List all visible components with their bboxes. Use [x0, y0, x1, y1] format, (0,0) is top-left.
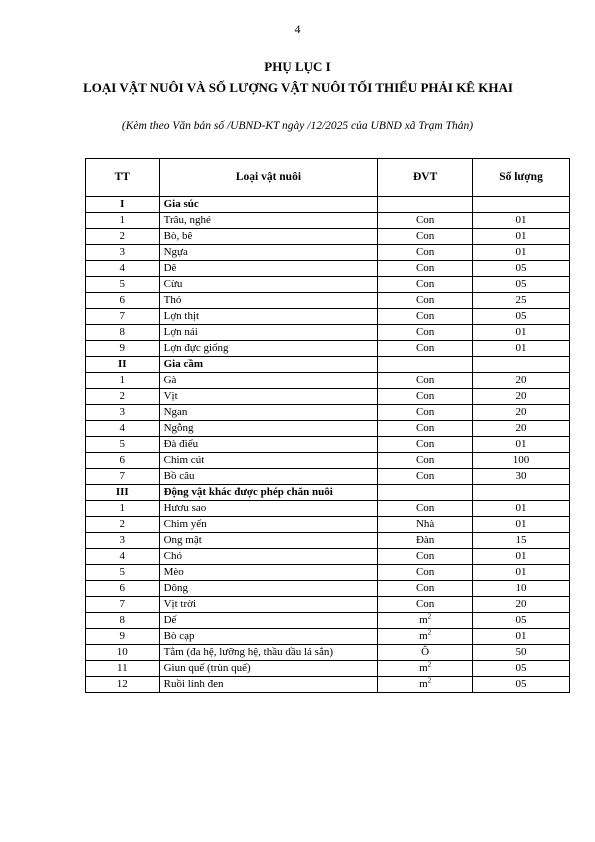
cell-tt: [86, 661, 160, 677]
cell-unit-text: Con: [415, 582, 435, 594]
cell-tt: [86, 309, 160, 325]
cell-animal-type: [159, 357, 378, 373]
cell-animal-type-text: Giun quế (trùn quế): [163, 662, 251, 674]
cell-unit: [378, 213, 473, 229]
cell-tt: [86, 549, 160, 565]
cell-unit: [378, 261, 473, 277]
cell-tt: [86, 501, 160, 517]
cell-quantity-text: 01: [515, 214, 527, 226]
unit-superscript: 2: [427, 676, 432, 685]
cell-tt-text: 6: [119, 454, 126, 466]
cell-unit-text: Con: [415, 454, 435, 466]
cell-unit: [378, 533, 473, 549]
cell-animal-type: [159, 661, 378, 677]
table-row: [86, 341, 570, 357]
cell-tt: [86, 341, 160, 357]
cell-animal-type: [159, 469, 378, 485]
cell-animal-type-text: Ngỗng: [163, 422, 194, 434]
cell-quantity-text: 01: [515, 342, 527, 354]
cell-quantity: [473, 373, 570, 389]
cell-quantity-text: 05: [515, 262, 527, 274]
cell-tt: [86, 565, 160, 581]
cell-unit: [378, 549, 473, 565]
cell-animal-type-text: Bồ câu: [163, 470, 195, 482]
cell-animal-type-text: Thỏ: [163, 294, 182, 306]
cell-unit-text: Nhà: [415, 518, 435, 530]
cell-animal-type-text: Chim yến: [163, 518, 207, 530]
cell-animal-type-text: Ong mật: [163, 534, 202, 546]
cell-quantity: [473, 581, 570, 597]
cell-unit-text: Con: [415, 262, 435, 274]
cell-tt: [86, 581, 160, 597]
cell-quantity: [473, 389, 570, 405]
cell-unit: [378, 517, 473, 533]
unit-superscript: 2: [427, 628, 432, 637]
cell-unit-text: Con: [415, 278, 435, 290]
cell-unit-text: Con: [415, 502, 435, 514]
cell-tt: [86, 645, 160, 661]
cell-tt-text: 4: [119, 262, 126, 274]
cell-animal-type-text: Ngựa: [163, 246, 188, 258]
cell-animal-type-text: Đà điểu: [163, 438, 199, 450]
cell-animal-type-text: Vịt: [163, 390, 178, 402]
cell-animal-type: [159, 373, 378, 389]
table-row: [86, 597, 570, 613]
cell-unit-text: m: [419, 678, 428, 690]
cell-animal-type: [159, 293, 378, 309]
cell-animal-type-text: Gia cầm: [163, 358, 204, 370]
cell-animal-type: [159, 421, 378, 437]
cell-unit: [378, 197, 473, 213]
cell-unit: [378, 341, 473, 357]
cell-animal-type: [159, 389, 378, 405]
cell-unit: [378, 485, 473, 501]
cell-unit-text: Con: [415, 246, 435, 258]
cell-quantity-text: 20: [515, 422, 527, 434]
table-row: [86, 389, 570, 405]
table-row: [86, 405, 570, 421]
unit-superscript: 2: [427, 660, 432, 669]
cell-unit-text: Con: [415, 438, 435, 450]
cell-unit-text: Con: [415, 374, 435, 386]
cell-quantity-text: 05: [515, 278, 527, 290]
cell-quantity: [473, 357, 570, 373]
appendix-title: PHỤ LỤC I: [264, 59, 331, 74]
cell-quantity-text: 01: [515, 566, 527, 578]
cell-unit-text: Con: [415, 422, 435, 434]
cell-animal-type-text: Động vật khác được phép chăn nuôi: [163, 486, 333, 498]
cell-tt-text: 3: [119, 534, 126, 546]
table-row: [86, 229, 570, 245]
cell-unit: [378, 277, 473, 293]
cell-tt-text: 7: [119, 470, 126, 482]
appendix-subtitle: (Kèm theo Văn bản số /UBND-KT ngày /12/2025 của UBND xã Trạm Thản): [121, 120, 474, 132]
cell-quantity-text: 50: [515, 646, 527, 658]
cell-quantity: [473, 645, 570, 661]
cell-tt-text: 7: [119, 598, 126, 610]
cell-unit-text: Con: [415, 342, 435, 354]
cell-unit-text: Đàn: [415, 534, 435, 546]
cell-tt: [86, 629, 160, 645]
cell-animal-type-text: Chim cút: [163, 454, 205, 466]
cell-quantity: [473, 677, 570, 693]
cell-tt: [86, 453, 160, 469]
cell-tt: [86, 533, 160, 549]
cell-tt: [86, 229, 160, 245]
cell-animal-type-text: Dông: [163, 582, 189, 594]
livestock-table: [85, 158, 570, 693]
cell-animal-type-text: Dế: [163, 614, 177, 626]
cell-tt: [86, 405, 160, 421]
cell-animal-type: [159, 213, 378, 229]
cell-quantity-text: 01: [515, 502, 527, 514]
cell-tt-text: 2: [119, 518, 126, 530]
table-row: [86, 373, 570, 389]
cell-quantity-text: 01: [515, 550, 527, 562]
cell-unit: [378, 229, 473, 245]
cell-unit: [378, 373, 473, 389]
cell-tt: [86, 197, 160, 213]
cell-tt-text: 1: [119, 502, 126, 514]
cell-quantity: [473, 597, 570, 613]
cell-quantity: [473, 661, 570, 677]
cell-quantity: [473, 213, 570, 229]
cell-animal-type-text: Hươu sao: [163, 502, 207, 514]
cell-quantity: [473, 613, 570, 629]
cell-unit: [378, 501, 473, 517]
cell-animal-type-text: Lợn thịt: [163, 310, 200, 322]
cell-quantity-text: 100: [512, 454, 530, 466]
cell-animal-type: [159, 501, 378, 517]
cell-unit: [378, 677, 473, 693]
appendix-heading: LOẠI VẬT NUÔI VÀ SỐ LƯỢNG VẬT NUÔI TỐI THIỂU PHẢI KÊ KHAI: [83, 80, 513, 95]
cell-tt: [86, 373, 160, 389]
cell-tt-text: III: [115, 486, 129, 498]
cell-unit: [378, 357, 473, 373]
cell-tt-text: I: [120, 198, 125, 210]
table-row: [86, 661, 570, 677]
cell-unit: [378, 245, 473, 261]
cell-tt-text: 1: [119, 214, 126, 226]
cell-animal-type: [159, 197, 378, 213]
cell-animal-type: [159, 229, 378, 245]
cell-unit: [378, 309, 473, 325]
cell-unit-text: Ô: [421, 646, 430, 658]
cell-unit: [378, 453, 473, 469]
cell-animal-type: [159, 597, 378, 613]
table-group-row: [86, 357, 570, 373]
table-body: [86, 197, 570, 693]
cell-unit-text: m: [419, 614, 428, 626]
cell-quantity-text: 25: [515, 294, 527, 306]
cell-animal-type-text: Bò, bê: [163, 230, 193, 242]
table-row: [86, 517, 570, 533]
cell-unit: [378, 613, 473, 629]
cell-tt-text: 6: [119, 582, 126, 594]
table-row: [86, 293, 570, 309]
cell-quantity: [473, 405, 570, 421]
cell-quantity: [473, 325, 570, 341]
cell-animal-type: [159, 341, 378, 357]
table-row: [86, 501, 570, 517]
cell-tt-text: 9: [119, 630, 126, 642]
cell-quantity-text: 20: [515, 598, 527, 610]
cell-animal-type-text: Tằm (đa hệ, lưỡng hệ, thầu dầu lá sắn): [163, 646, 333, 658]
cell-unit: [378, 389, 473, 405]
cell-unit: [378, 629, 473, 645]
header-tt: TT: [86, 159, 160, 197]
cell-unit: [378, 325, 473, 341]
header-unit: ĐVT: [378, 159, 473, 197]
cell-quantity: [473, 293, 570, 309]
cell-unit-text: Con: [415, 598, 435, 610]
cell-animal-type: [159, 405, 378, 421]
cell-unit: [378, 597, 473, 613]
cell-quantity: [473, 501, 570, 517]
unit-superscript: 2: [427, 612, 432, 621]
cell-quantity-text: 01: [515, 518, 527, 530]
cell-quantity-text: 20: [515, 374, 527, 386]
cell-tt: [86, 677, 160, 693]
cell-tt-text: 11: [117, 662, 128, 674]
table-header-row: [86, 159, 570, 197]
cell-tt: [86, 597, 160, 613]
cell-tt-text: 8: [119, 614, 126, 626]
cell-animal-type: [159, 613, 378, 629]
cell-unit-text: Con: [415, 550, 435, 562]
table-group-row: [86, 197, 570, 213]
cell-unit-text: Con: [415, 470, 435, 482]
table-row: [86, 613, 570, 629]
cell-quantity: [473, 517, 570, 533]
cell-quantity: [473, 629, 570, 645]
cell-animal-type: [159, 581, 378, 597]
cell-unit-text: Con: [415, 310, 435, 322]
table-row: [86, 277, 570, 293]
cell-quantity-text: 15: [515, 534, 527, 546]
cell-animal-type-text: Ngan: [163, 406, 188, 418]
cell-quantity-text: 20: [515, 390, 527, 402]
cell-tt: [86, 613, 160, 629]
cell-quantity-text: 05: [515, 662, 527, 674]
cell-tt-text: 5: [119, 566, 126, 578]
cell-animal-type-text: Vịt trời: [163, 598, 197, 610]
cell-animal-type: [159, 549, 378, 565]
cell-animal-type: [159, 325, 378, 341]
cell-quantity-text: 01: [515, 326, 527, 338]
cell-animal-type-text: Gia súc: [163, 198, 199, 210]
cell-tt-text: 6: [119, 294, 126, 306]
cell-animal-type: [159, 485, 378, 501]
cell-tt-text: 7: [119, 310, 126, 322]
cell-unit-text: m: [419, 630, 428, 642]
table-row: [86, 629, 570, 645]
cell-tt-text: 2: [119, 390, 126, 402]
cell-animal-type: [159, 309, 378, 325]
cell-quantity: [473, 421, 570, 437]
table-row: [86, 453, 570, 469]
cell-animal-type: [159, 437, 378, 453]
cell-tt-text: 3: [119, 406, 126, 418]
cell-quantity-text: 05: [515, 678, 527, 690]
table-row: [86, 645, 570, 661]
cell-quantity-text: 05: [515, 310, 527, 322]
cell-tt-text: 10: [116, 646, 128, 658]
cell-animal-type: [159, 261, 378, 277]
cell-quantity-text: 01: [515, 246, 527, 258]
cell-unit: [378, 421, 473, 437]
cell-tt: [86, 517, 160, 533]
table-row: [86, 533, 570, 549]
cell-quantity: [473, 229, 570, 245]
cell-tt: [86, 325, 160, 341]
cell-tt: [86, 277, 160, 293]
cell-quantity-text: 01: [515, 230, 527, 242]
cell-tt-text: 12: [116, 678, 128, 690]
cell-tt-text: 5: [119, 278, 126, 290]
cell-animal-type-text: Cừu: [163, 278, 183, 290]
cell-unit: [378, 645, 473, 661]
cell-unit: [378, 661, 473, 677]
header-animal-type: Loại vật nuôi: [159, 159, 378, 197]
cell-quantity: [473, 245, 570, 261]
table-row: [86, 677, 570, 693]
table-row: [86, 565, 570, 581]
cell-tt-text: 4: [119, 422, 126, 434]
cell-animal-type: [159, 645, 378, 661]
cell-tt-text: 8: [119, 326, 126, 338]
cell-quantity: [473, 533, 570, 549]
cell-animal-type: [159, 245, 378, 261]
cell-unit-text: Con: [415, 566, 435, 578]
cell-unit-text: Con: [415, 214, 435, 226]
table-group-row: [86, 485, 570, 501]
cell-tt: [86, 261, 160, 277]
cell-tt: [86, 469, 160, 485]
table-row: [86, 421, 570, 437]
cell-quantity: [473, 437, 570, 453]
cell-animal-type-text: Dê: [163, 262, 177, 274]
cell-tt-text: II: [118, 358, 127, 370]
cell-tt-text: 2: [119, 230, 126, 242]
cell-unit-text: Con: [415, 390, 435, 402]
cell-animal-type: [159, 277, 378, 293]
cell-quantity: [473, 453, 570, 469]
table-row: [86, 213, 570, 229]
cell-tt: [86, 437, 160, 453]
cell-unit: [378, 469, 473, 485]
cell-tt-text: 5: [119, 438, 126, 450]
cell-tt-text: 3: [119, 246, 126, 258]
cell-quantity: [473, 197, 570, 213]
cell-unit: [378, 565, 473, 581]
cell-quantity: [473, 549, 570, 565]
cell-unit-text: Con: [415, 326, 435, 338]
table-row: [86, 549, 570, 565]
cell-animal-type: [159, 453, 378, 469]
cell-unit: [378, 581, 473, 597]
cell-animal-type-text: Trâu, nghé: [163, 214, 211, 226]
cell-animal-type-text: Bò cạp: [163, 630, 195, 642]
cell-tt: [86, 293, 160, 309]
table-row: [86, 325, 570, 341]
cell-quantity-text: 30: [515, 470, 527, 482]
header-quantity: Số lượng: [473, 159, 570, 197]
cell-animal-type-text: Gà: [163, 374, 177, 386]
cell-tt: [86, 485, 160, 501]
cell-quantity: [473, 277, 570, 293]
cell-animal-type: [159, 565, 378, 581]
table-row: [86, 437, 570, 453]
cell-tt: [86, 421, 160, 437]
page-number: 4: [294, 22, 301, 36]
cell-unit-text: m: [419, 662, 428, 674]
cell-quantity: [473, 309, 570, 325]
table-row: [86, 245, 570, 261]
cell-quantity: [473, 485, 570, 501]
cell-tt-text: 9: [119, 342, 126, 354]
cell-unit: [378, 405, 473, 421]
cell-animal-type-text: Lợn đực giống: [163, 342, 229, 354]
table-row: [86, 469, 570, 485]
cell-tt-text: 1: [119, 374, 126, 386]
cell-quantity-text: 10: [515, 582, 527, 594]
cell-unit-text: Con: [415, 294, 435, 306]
cell-tt: [86, 245, 160, 261]
cell-quantity-text: 01: [515, 438, 527, 450]
cell-animal-type-text: Lợn nái: [163, 326, 198, 338]
table-row: [86, 309, 570, 325]
cell-quantity-text: 01: [515, 630, 527, 642]
table-row: [86, 261, 570, 277]
cell-animal-type: [159, 629, 378, 645]
cell-quantity-text: 05: [515, 614, 527, 626]
cell-unit-text: Con: [415, 406, 435, 418]
cell-quantity: [473, 341, 570, 357]
cell-tt: [86, 389, 160, 405]
table-row: [86, 581, 570, 597]
cell-animal-type-text: Ruồi lính đen: [163, 678, 224, 690]
cell-animal-type-text: Chó: [163, 550, 182, 562]
cell-unit-text: Con: [415, 230, 435, 242]
cell-quantity-text: 20: [515, 406, 527, 418]
cell-animal-type: [159, 533, 378, 549]
cell-quantity: [473, 565, 570, 581]
cell-quantity: [473, 261, 570, 277]
cell-animal-type-text: Mèo: [163, 566, 184, 578]
cell-tt-text: 4: [119, 550, 126, 562]
cell-quantity: [473, 469, 570, 485]
cell-tt: [86, 357, 160, 373]
cell-tt: [86, 213, 160, 229]
cell-animal-type: [159, 517, 378, 533]
cell-unit: [378, 293, 473, 309]
cell-unit: [378, 437, 473, 453]
cell-animal-type: [159, 677, 378, 693]
